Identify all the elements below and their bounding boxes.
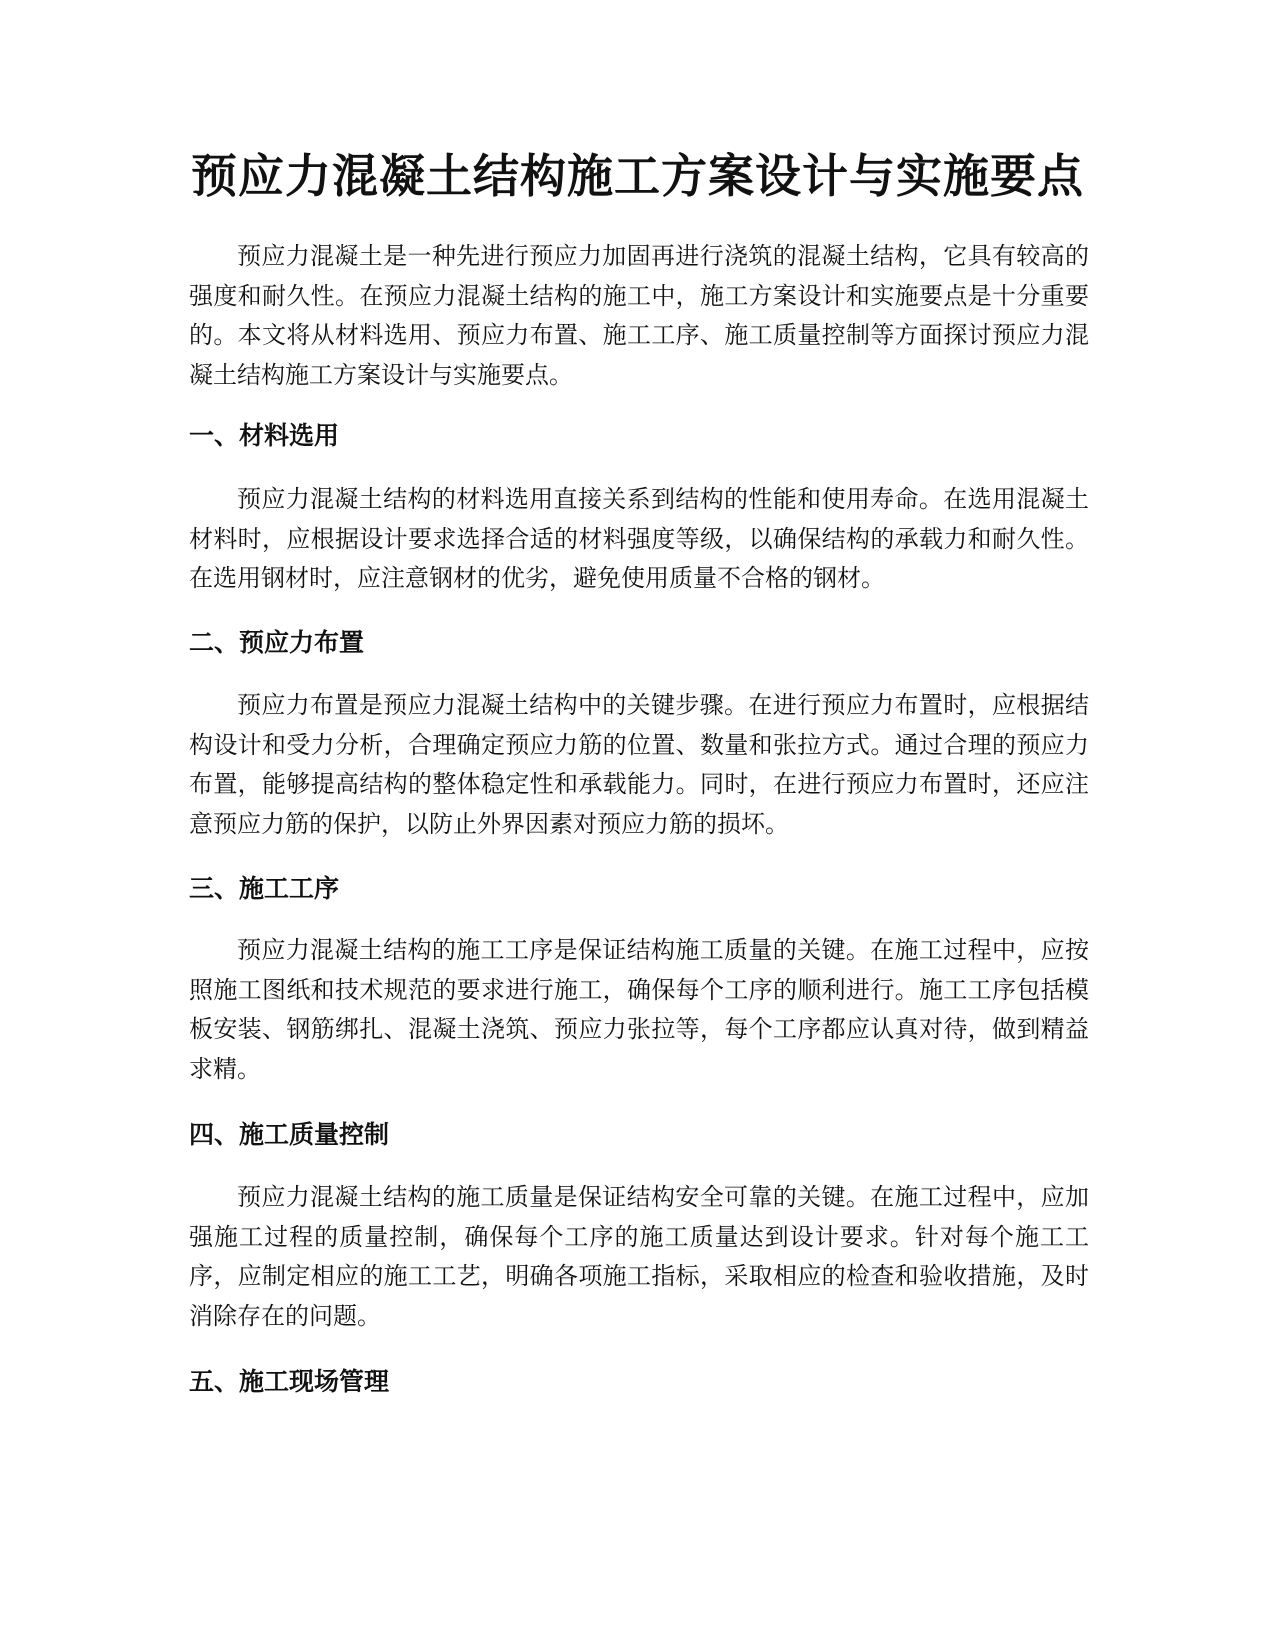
section-body-quality-control: 预应力混凝土结构的施工质量是保证结构安全可靠的关键。在施工过程中，应加强施工过程的质量控制，确保每个工序的施工质量达到设计要求。针对每个施工工序，应制定相应的施工工艺，明确各项施工指标，采取相应的检查和验收措施，及时消除存在的问题。 [189, 1183, 1089, 1330]
section-body-materials: 预应力混凝土结构的材料选用直接关系到结构的性能和使用寿命。在选用混凝土材料时，应根据设计要求选择合适的材料强度等级，以确保结构的承载力和耐久性。在选用钢材时，应注意钢材的优劣，避免使用质量不合格的钢材。 [189, 485, 1089, 592]
document-title: 预应力混凝土结构施工方案设计与实施要点 [191, 149, 1084, 203]
intro-paragraph: 预应力混凝土是一种先进行预应力加固再进行浇筑的混凝土结构，它具有较高的强度和耐久性。在预应力混凝土结构的施工中，施工方案设计和实施要点是十分重要的。本文将从材料选用、预应力布置、施工工序、施工质量控制等方面探讨预应力混凝土结构施工方案设计与实施要点。 [189, 242, 1089, 389]
section-heading-construction-procedure: 三、施工工序 [189, 874, 340, 903]
section-body-construction-procedure: 预应力混凝土结构的施工工序是保证结构施工质量的关键。在施工过程中，应按照施工图纸和技术规范的要求进行施工，确保每个工序的顺利进行。施工工序包括模板安装、钢筋绑扎、混凝土浇筑、预应力张拉等，每个工序都应认真对待，做到精益求精。 [189, 936, 1089, 1083]
section-heading-quality-control: 四、施工质量控制 [189, 1120, 390, 1149]
section-body-prestress-layout: 预应力布置是预应力混凝土结构中的关键步骤。在进行预应力布置时，应根据结构设计和受力分析，合理确定预应力筋的位置、数量和张拉方式。通过合理的预应力布置，能够提高结构的整体稳定性和承载能力。同时，在进行预应力布置时，还应注意预应力筋的保护，以防止外界因素对预应力筋的损坏。 [189, 691, 1089, 838]
section-heading-prestress-layout: 二、预应力布置 [189, 628, 365, 657]
section-heading-materials: 一、材料选用 [189, 421, 340, 450]
section-heading-site-management: 五、施工现场管理 [189, 1367, 390, 1396]
